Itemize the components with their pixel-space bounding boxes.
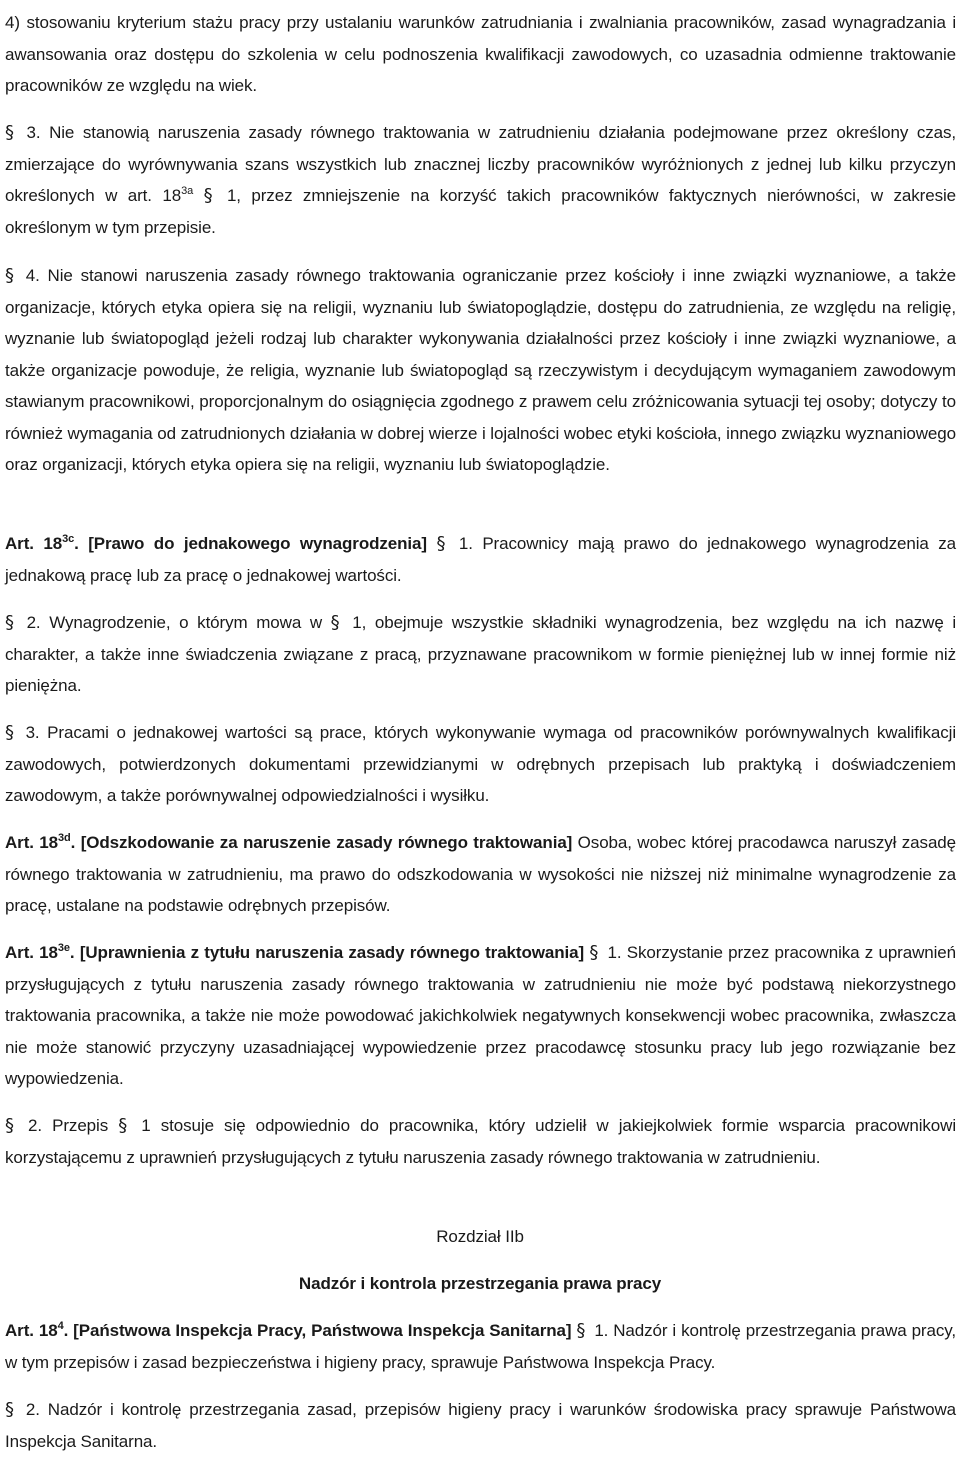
paragraph-age-criterion: 4) stosowaniu kryterium stażu pracy przy ustalaniu warunków zatrudniania i zwalniania pracowników, zasad wynagradzania i awansowania oraz dostępu do szkolenia w celu podnoszenia kwalifikacji zawodowych, co uzasadnia odmienne traktowanie pracowników ze względu na wiek.	[5, 13, 956, 95]
article-18-3c: Art. $18^{3c}$. [Prawo do jednakowego wynagrodzenia] § 1. Pracownicy mają prawo do jednakowego wynagrodzenia za jednakową pracę lub za pracę o jednakowej wartości.	[5, 533, 956, 585]
article-18-4: Art. $18^4$. [Państwowa Inspekcja Pracy, Państwowa Inspekcja Sanitarna] § 1. Nadzór i kontrolę przestrzegania prawa pracy, w tym przepisów i zasad bezpieczeństwa i higieny pracy, sprawuje Państwowa Inspekcja Pracy.	[5, 1320, 957, 1372]
section-sign: §	[5, 1115, 14, 1136]
section-sign: §	[576, 1320, 586, 1341]
section-sign: §	[5, 1399, 14, 1420]
section-sign: §	[5, 122, 14, 143]
article-18-4-sect-2: § 2. Nadzór i kontrolę przestrzegania zasad, przepisów higieny pracy i warunków środowiska pracy sprawuje Państwowa Inspekcja Sanitarna.	[5, 1399, 957, 1451]
section-sign: §	[5, 265, 14, 286]
article-18-3e-sect-2: § 2. Przepis § 1 stosuje się odpowiednio do pracownika, który udzielił w jakiejkolwiek formie wsparcia pracownikowi korzystającemu z uprawnień przysługujących z tytułu naruszenia zasady równego traktowania w zatrudnieniu.	[5, 1115, 957, 1167]
article-heading: Art. $18^4$. [Państwowa Inspekcja Pracy, Państwowa Inspekcja Sanitarna]	[5, 1320, 572, 1340]
section-sign: §	[5, 612, 14, 633]
section-sign: §	[203, 185, 213, 206]
article-heading: Art. $18^{3c}$. [Prawo do jednakowego wynagrodzenia]	[5, 533, 427, 553]
article-18-3c-sect-3: § 3. Pracami o jednakowej wartości są prace, których wykonywanie wymaga od pracowników porównywalnych kwalifikacji zawodowych, potwierdzonych dokumentami przewidzianymi w odrębnych przepisach lub praktyką i doświadczeniem zawodowym, a także porównywalnej odpowiedzialności i wysiłku.	[5, 722, 956, 805]
section-sign: §	[118, 1115, 128, 1136]
article-heading: Art. $18^{3e}$. [Uprawnienia z tytułu naruszenia zasady równego traktowania]	[5, 942, 585, 962]
chapter-title: Nadzór i kontrola przestrzegania prawa pracy	[298, 1274, 662, 1293]
article-18-3c-sect-2: § 2. Wynagrodzenie, o którym mowa w § 1, obejmuje wszystkie składniki wynagrodzenia, bez względu na ich nazwę i charakter, a także inne świadczenia związane z pracą, przyznawane pracownikom w formie pieniężnej lub w innej formie niż pieniężna.	[5, 612, 957, 695]
chapter-label: Rozdział IIb	[436, 1227, 524, 1246]
paragraph-sect-3: § 3. Nie stanowią naruszenia zasady równego traktowania w zatrudnieniu działania podejmowane przez określony czas, zmierzające do wyrównywania szans wszystkich lub znacznej liczby pracowników wyróżnionych z jednej lub kilku przyczyn określonych w art. $18^{3a}$ § 1, przez zmniejszenie na korzyść takich pracowników faktycznych nierówności, w zakresie określonym w tym przepisie.	[5, 122, 957, 237]
section-sign: §	[589, 942, 599, 963]
section-sign: §	[436, 533, 446, 554]
article-18-3d: Art. $18^{3d}$. [Odszkodowanie za naruszenie zasady równego traktowania] Osoba, wobec której pracodawca naruszył zasadę równego traktowania w zatrudnieniu, ma prawo do odszkodowania w wysokości nie niższej niż minimalne wynagrodzenie za pracę, ustalane na podstawie odrębnych przepisów.	[5, 832, 957, 915]
section-sign: §	[330, 612, 340, 633]
article-18-3e: Art. $18^{3e}$. [Uprawnienia z tytułu naruszenia zasady równego traktowania] § 1. Skorzystanie przez pracownika z uprawnień przysługujących z tytułu naruszenia zasady równego traktowania w zatrudnieniu nie może być podstawą niekorzystnego traktowania pracownika, a także nie może powodować jakichkolwiek negatywnych konsekwencji wobec pracownika, zwłaszcza nie może stanowić przyczyny uzasadniającej wypowiedzenie przez pracodawcę stosunku pracy lub jego rozwiązanie bez wypowiedzenia.	[5, 942, 957, 1088]
section-sign: §	[5, 722, 14, 743]
article-heading: Art. $18^{3d}$. [Odszkodowanie za naruszenie zasady równego traktowania]	[5, 832, 573, 852]
paragraph-sect-4: § 4. Nie stanowi naruszenia zasady równego traktowania ograniczanie przez kościoły i inne związki wyznaniowe, a także organizacje, których etyka opiera się na religii, wyznaniu lub światopoglądzie, dostępu do zatrudnienia, ze względu na religię, wyznanie lub światopogląd jeżeli rodzaj lub charakter wykonywania działalności przez kościoły i inne związki wyznaniowe, a także organizacje powoduje, że religia, wyznanie lub światopogląd są rzeczywistym i decydującym wymaganiem zawodowym stawianym pracownikowi, proporcjonalnym do osiągnięcia zgodnego z prawem celu zróżnicowania sytuacji tej osoby; dotyczy to również wymagania od zatrudnionych działania w dobrej wierze i lojalności wobec etyki kościoła, innego związku wyznaniowego oraz organizacji, których etyka opiera się na religii, wyznaniu lub światopoglądzie.	[5, 265, 957, 474]
